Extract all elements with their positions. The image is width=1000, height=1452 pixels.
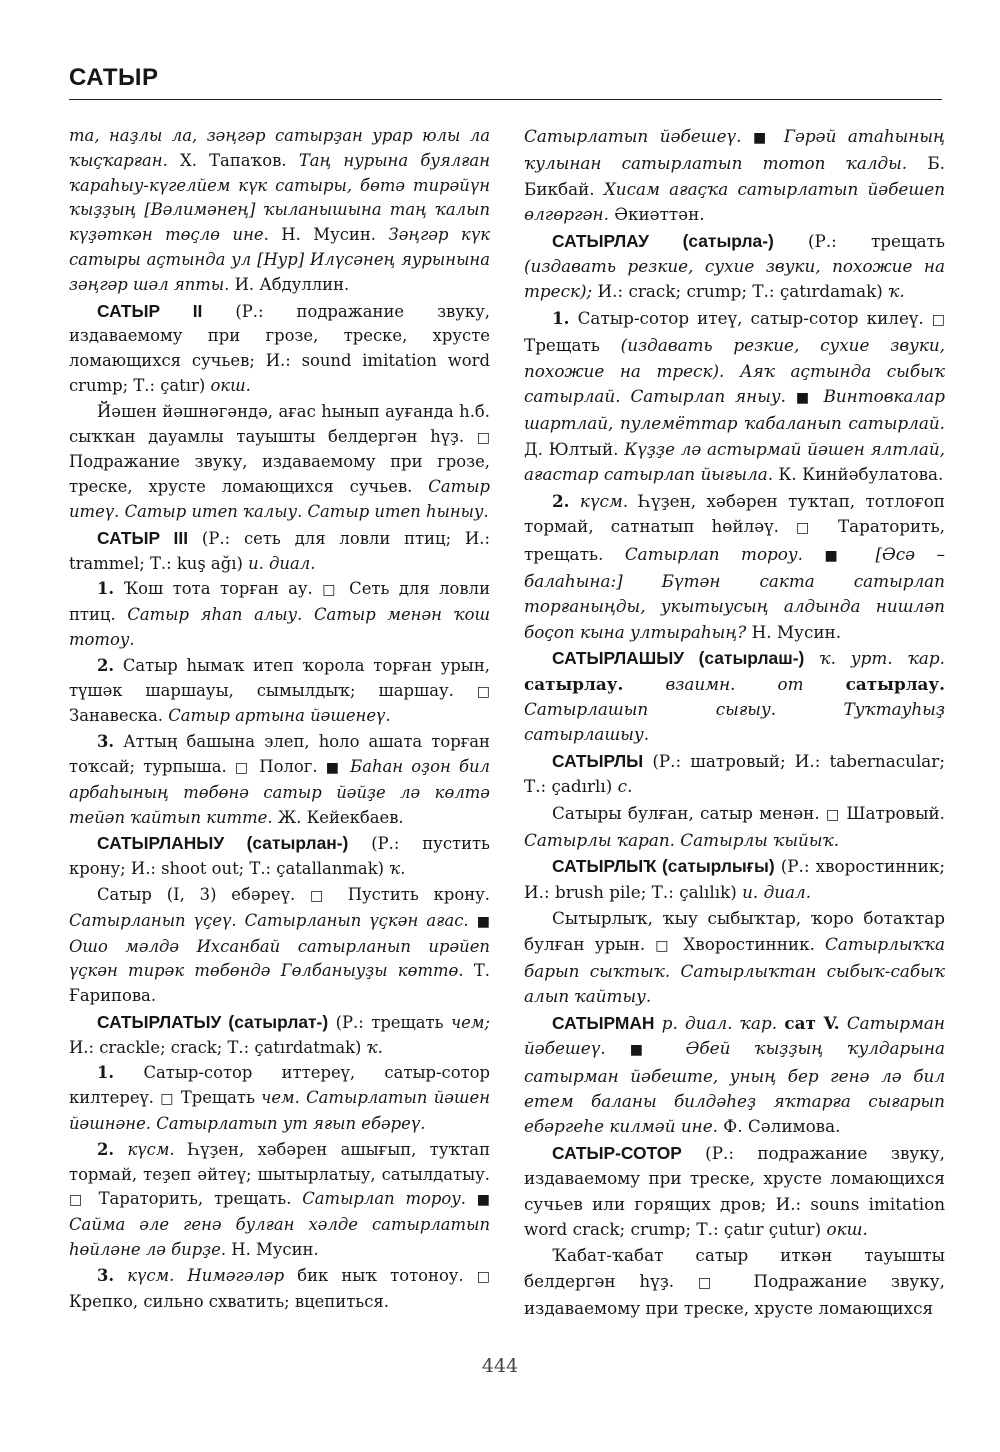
text-run bbox=[772, 126, 784, 146]
dictionary-paragraph bbox=[69, 299, 490, 399]
text-run bbox=[724, 361, 740, 381]
italic-text: Әбей ҡыҙҙың ҡулдарына сатырман йәбеште, уның бер генә лә бил етем баланы билдәһеҙ яҡтарға сығарып ебәргеһе килмәй ине. bbox=[524, 1038, 945, 1137]
italic-text: ҡ. bbox=[888, 281, 905, 302]
text-run bbox=[804, 648, 819, 668]
italic-text: чем; bbox=[450, 1012, 490, 1032]
text-run bbox=[662, 1038, 686, 1058]
bold-text: 1. bbox=[552, 307, 570, 328]
italic-text: Сатырланып үҫеү. Сатырланып үҫкән ағас. bbox=[69, 910, 469, 930]
italic-text: ҡ. bbox=[366, 1037, 383, 1057]
dictionary-paragraph bbox=[69, 526, 490, 577]
bold-text: 1. bbox=[97, 1063, 115, 1083]
example-marker-icon: ■ bbox=[476, 913, 490, 930]
translation-marker-icon: □ bbox=[69, 1192, 88, 1209]
dictionary-paragraph bbox=[524, 124, 945, 228]
italic-text: Сатыр яһап алыу. Сатыр менән ҡош тотоу. bbox=[69, 605, 490, 649]
headword: САТЫРЛЫҠ (сатырлығы) bbox=[552, 856, 775, 877]
italic-text: Гәрәй атаһының ҡулынан сатырлатып тотоп ҡалды. bbox=[524, 126, 945, 174]
dictionary-paragraph bbox=[69, 577, 490, 652]
example-marker-icon: ■ bbox=[795, 390, 814, 407]
italic-text: и. диал. bbox=[248, 553, 316, 573]
italic-text: (издавать резкие, сухие звуки, похожие на треск). bbox=[524, 335, 946, 381]
dictionary-paragraph bbox=[524, 1011, 945, 1140]
translation-marker-icon: □ bbox=[931, 311, 945, 328]
dictionary-paragraph bbox=[69, 654, 490, 729]
text-run: Сытырлыҡ, ҡыу сыбыҡтар, ҡоро ботаҡтар булған урын. bbox=[524, 908, 945, 954]
text-run: Подражание звуку, издаваемому при грозе, треске, хрусте ломающихся сучьев. bbox=[69, 452, 490, 497]
dictionary-paragraph bbox=[69, 124, 490, 298]
text-run: (Р.: подражание звуку, издаваемому при грозе, треске, хрусте ломающихся сучьев; И.: sound imitation word crump; Т.: çatır) bbox=[69, 301, 490, 395]
italic-text: Баһан оҙон бил арбаһының төбөнә сатыр йәйҙе лә көлтә тейәп ҡайтып китте. bbox=[69, 756, 490, 827]
headword: САТЫРЛАТЫУ (сатырлат-) bbox=[97, 1011, 329, 1032]
dictionary-paragraph bbox=[69, 730, 490, 830]
italic-text: и. диал. bbox=[742, 881, 812, 902]
text-run: Ҡош тота торған ау. bbox=[114, 579, 323, 599]
italic-text: Хисам ағаҫҡа сатырлатып йәбешеп өлгөргән. bbox=[524, 178, 946, 225]
text-run bbox=[840, 1013, 847, 1033]
example-marker-icon: ■ bbox=[824, 547, 854, 564]
text-run bbox=[814, 386, 824, 406]
text-run bbox=[804, 674, 846, 694]
running-header bbox=[69, 64, 941, 92]
text-run bbox=[623, 674, 665, 694]
text-run: бик ныҡ тотоноу. bbox=[284, 1265, 477, 1285]
translation-marker-icon: □ bbox=[476, 1268, 490, 1285]
text-run: Н. Мусин. bbox=[746, 621, 842, 642]
italic-text: ҡ. bbox=[389, 859, 406, 879]
dictionary-paragraph bbox=[524, 1243, 945, 1321]
italic-text: чем. bbox=[261, 1088, 300, 1108]
text-run: Ж. Кейекбаев. bbox=[272, 807, 404, 827]
dictionary-paragraph bbox=[524, 489, 945, 645]
italic-text: күсм. bbox=[127, 1139, 175, 1159]
text-run: Занавеска. bbox=[69, 706, 169, 726]
headword: САТЫРЛЫ bbox=[552, 750, 644, 771]
text-run: Крепко, сильно схватить; вцепиться. bbox=[69, 1291, 389, 1311]
text-run: (Р.: хворостинник; И.: brush pile; Т.: çalılık) bbox=[524, 856, 945, 902]
text-run: Б. Бикбай. bbox=[524, 153, 945, 199]
italic-text: р. диал. ҡар. bbox=[661, 1012, 778, 1033]
translation-marker-icon: □ bbox=[796, 520, 821, 537]
headword: САТЫРЛАШЫУ (сатырлаш-) bbox=[552, 648, 805, 669]
text-run: К. Кинйәбулатова. bbox=[773, 464, 944, 485]
dictionary-paragraph bbox=[69, 400, 490, 525]
dictionary-paragraph bbox=[524, 1141, 945, 1243]
dictionary-paragraph bbox=[69, 1010, 490, 1061]
text-run: (Р.: пустить крону; И.: shoot out; Т.: çatallanmak) bbox=[69, 834, 490, 879]
text-run: Пустить крону. bbox=[332, 884, 490, 904]
example-marker-icon: ■ bbox=[476, 1192, 490, 1209]
page-number: 444 bbox=[481, 1355, 519, 1377]
text-run: Аттың башына элеп, һоло ашата торған тоҡсай; турпыша. bbox=[69, 732, 490, 776]
header-word: САТЫР bbox=[69, 64, 159, 91]
translation-marker-icon: □ bbox=[697, 1274, 730, 1291]
text-run: Подражание звуку, издаваемому при треске, хрусте ломающихся bbox=[524, 1270, 945, 1319]
italic-text: күсм. Нимәгәләр bbox=[127, 1265, 285, 1285]
text-run: Һүҙен, хәбәрен ашығып, туҡтап тормай, теҙеп әйтеү; шытырлатыу, сатылдатыу. bbox=[69, 1139, 490, 1184]
italic-text: та, наҙлы ла, зәңгәр сатырҙан урар юлы ла ҡыҫҡарған. bbox=[69, 126, 490, 170]
text-run: Н. Мусин. bbox=[268, 225, 389, 245]
headword: САТЫР III bbox=[97, 527, 189, 548]
translation-marker-icon: □ bbox=[476, 683, 490, 700]
text-run bbox=[114, 1140, 127, 1159]
italic-text: Ошо мәлдә Ихсанбай сатырланып ирәйеп үҫкән тирәк төбөндә Гөлбаныуҙы көттө. bbox=[69, 936, 490, 981]
dictionary-paragraph bbox=[524, 646, 945, 748]
italic-text: Таң нурына буялған ҡараһыу-күгелйем күк сатыры, бөтә тирәйүн ҡыҙҙың [Вәлимәнең] ҡыланышына таң ҡалып күҙәткән төҫлө ине. bbox=[69, 150, 491, 245]
italic-text: окш. bbox=[826, 1219, 868, 1240]
text-run bbox=[803, 544, 825, 564]
text-run: (Р.: трещать bbox=[328, 1012, 451, 1032]
text-run: (Р.: трещать bbox=[773, 230, 945, 251]
text-run: Сеть для ловли птиц. bbox=[69, 579, 490, 625]
text-run: Тараторить, трещать. bbox=[524, 516, 945, 564]
dictionary-paragraph bbox=[524, 749, 945, 800]
italic-text: Сатыр итеү. Сатыр итеп ҡалыу. Сатыр итеп һыныу. bbox=[69, 477, 490, 521]
headword: САТЫРЛАНЫУ (сатырлан-) bbox=[97, 833, 349, 854]
italic-text: ҡ. урт. ҡар. bbox=[819, 648, 946, 669]
text-run bbox=[570, 491, 580, 511]
text-run: (Р.: подражание звуку, издаваемому при треске, хрусте ломающихся сучьев или горящих дров; И.: souns imitation word crack; crump; Т.: çatır çutur) bbox=[524, 1142, 945, 1240]
text-run: Трещать bbox=[524, 335, 621, 356]
text-run: (Р.: сеть для ловли птиц; И.: trammel; Т.: kuş ağı) bbox=[69, 528, 490, 573]
headword: САТЫРЛАУ (сатырла-) bbox=[552, 230, 774, 251]
text-run: Сатыр (I, 3) ебәреү. bbox=[97, 884, 311, 904]
text-run: Сатыры булған, сатыр менән. bbox=[552, 802, 826, 823]
italic-text: Винтовкалар шартлай, пулемёттар ҡабаланып сатырлай. bbox=[524, 386, 945, 434]
italic-text: Сайма әле генә булған хәлде сатырлатып һөйләне лә бирҙе. bbox=[69, 1215, 490, 1260]
bold-text: сатырлау. bbox=[845, 673, 946, 694]
italic-text: Сатырлатып йәшен йәшнәне. Сатырлатып ут яғып ебәреү. bbox=[69, 1088, 490, 1134]
text-run bbox=[469, 911, 477, 930]
left-column bbox=[69, 124, 490, 1315]
translation-marker-icon: □ bbox=[234, 759, 252, 776]
bold-text: 2. bbox=[97, 1139, 115, 1159]
example-marker-icon: ■ bbox=[629, 1042, 662, 1059]
text-run: Н. Мусин. bbox=[226, 1240, 319, 1260]
italic-text: Сатырлап тороу. bbox=[624, 543, 803, 564]
translation-marker-icon: □ bbox=[655, 937, 674, 954]
text-run bbox=[854, 544, 876, 564]
italic-text: Сатырлыҡҡа барып сыҡтыҡ. Сатырлыҡтан сыбыҡ-сабыҡ алып ҡайтыу. bbox=[524, 933, 945, 1007]
text-run: И.: crack; crump; Т.: çatırdamak) bbox=[592, 281, 889, 302]
italic-text: Сатырман йәбешеү. bbox=[524, 1012, 945, 1059]
text-run: Һүҙен, хәбәрен туҡтап, тотлоғоп тормай, сатнатып һөйләү. bbox=[524, 490, 945, 537]
dictionary-paragraph bbox=[69, 1138, 490, 1263]
text-run: Х. Тапаҡов. bbox=[167, 150, 299, 170]
text-run: Шатровый. bbox=[840, 802, 945, 823]
italic-text: Сатырлашып сығыу. Туҡтауһыҙ сатырлашыу. bbox=[524, 698, 945, 745]
text-run: И.: crackle; crack; Т.: çatırdatmak) bbox=[69, 1037, 367, 1057]
text-run bbox=[606, 1038, 630, 1058]
italic-text: Сатырлатып йәбешеү. bbox=[524, 126, 742, 146]
italic-text: Зәңгәр күк сатыры аҫтында ул [Нур] Илүсәнең яурынына зәңгәр шәл япты. bbox=[69, 225, 490, 294]
example-marker-icon: ■ bbox=[752, 130, 773, 146]
text-run: Полог. bbox=[251, 756, 326, 776]
italic-text: окш. bbox=[210, 375, 251, 395]
text-run: Йәшен йәшнәгәндә, ағас һынып ауғанда һ.б. сыҡҡан дауамлы тауышты белдергән һүҙ. bbox=[69, 401, 490, 446]
text-run: (Р.: шатровый; И.: tabernacular; Т.: çadırlı) bbox=[524, 750, 945, 797]
text-run bbox=[466, 1189, 477, 1208]
text-run: Д. Юлтый. bbox=[524, 438, 625, 459]
italic-text: Сатырлы ҡарап. Сатырлы ҡыйыҡ. bbox=[524, 829, 840, 850]
italic-text: күсм. bbox=[579, 490, 629, 511]
right-column bbox=[524, 124, 945, 1323]
headword: САТЫР-СОТОР bbox=[552, 1142, 682, 1163]
italic-text: Сатырлап тороу. bbox=[302, 1189, 466, 1209]
text-run bbox=[114, 1266, 127, 1285]
bold-text: 3. bbox=[97, 732, 115, 752]
translation-marker-icon: □ bbox=[160, 1091, 175, 1108]
text-run: Сатыр һымаҡ итеп ҡорола торған урын, түшәк шаршауы, сымылдыҡ; шаршау. bbox=[69, 655, 490, 700]
headword: САТЫР II bbox=[97, 300, 203, 321]
bold-text: 2. bbox=[552, 490, 570, 511]
header-rule bbox=[69, 99, 942, 100]
bold-text: 3. bbox=[97, 1265, 115, 1285]
bold-text: сатырлау. bbox=[524, 673, 624, 694]
text-run: Әкиәттән. bbox=[608, 204, 705, 225]
text-run bbox=[654, 1013, 661, 1033]
dictionary-paragraph bbox=[524, 906, 945, 1010]
text-run: Тараторить, трещать. bbox=[87, 1189, 303, 1209]
text-run bbox=[342, 757, 350, 776]
bold-text: 1. bbox=[97, 579, 115, 599]
italic-text: Күҙҙе лә астырмай йәшен ялтлай, ағастар сатырлап йығыла. bbox=[524, 438, 945, 485]
text-run bbox=[786, 386, 796, 406]
text-run: Хворостинник. bbox=[673, 933, 825, 954]
dictionary-paragraph bbox=[69, 1264, 490, 1315]
bold-text: 2. bbox=[97, 655, 115, 675]
text-run: Ҡабат-ҡабат сатыр иткән тауышты белдергән һүҙ. bbox=[524, 1245, 945, 1291]
translation-marker-icon: □ bbox=[476, 429, 490, 446]
dictionary-paragraph bbox=[524, 306, 945, 488]
dictionary-paragraph bbox=[69, 883, 490, 1009]
dictionary-paragraph bbox=[524, 854, 945, 905]
dictionary-paragraph bbox=[69, 831, 490, 882]
text-run: Т. Ғарипова. bbox=[69, 961, 490, 1006]
italic-text: (издавать резкие, сухие звуки, похожие на треск); bbox=[524, 256, 945, 302]
translation-marker-icon: □ bbox=[825, 806, 841, 823]
dictionary-paragraph bbox=[524, 229, 945, 305]
text-run: Сатыр-сотор иттереү, сатыр-сотор килтереү. bbox=[69, 1063, 490, 1108]
translation-marker-icon: □ bbox=[322, 582, 340, 599]
dictionary-paragraph bbox=[69, 1061, 490, 1136]
headword: САТЫРМАН bbox=[552, 1012, 655, 1033]
dictionary-paragraph bbox=[524, 801, 945, 854]
text-run: Трещать bbox=[174, 1088, 262, 1108]
text-run: И. Абдуллин. bbox=[229, 274, 350, 294]
translation-marker-icon: □ bbox=[310, 887, 333, 904]
italic-text: [Әсә – балаһына:] Бүтән сакта сатырлап торғаныңды, укытыусың алдында нишләп боҫоп кына ултыраһың? bbox=[524, 543, 945, 642]
example-marker-icon: ■ bbox=[325, 759, 342, 776]
text-run: Ф. Сәлимова. bbox=[717, 1116, 841, 1137]
text-run: Сатыр-сотор итеү, сатыр-сотор килеү. bbox=[569, 307, 932, 328]
italic-text: Сатыр артына йәшенеү. bbox=[168, 706, 391, 726]
text-run bbox=[741, 126, 753, 146]
bold-text: сат V. bbox=[784, 1012, 840, 1033]
italic-text: взаимн. от bbox=[665, 673, 804, 694]
italic-text: с. bbox=[617, 776, 633, 797]
italic-text: Аяҡ аҫтында сыбыҡ сатырлай. Сатырлап яныу. bbox=[524, 360, 945, 407]
